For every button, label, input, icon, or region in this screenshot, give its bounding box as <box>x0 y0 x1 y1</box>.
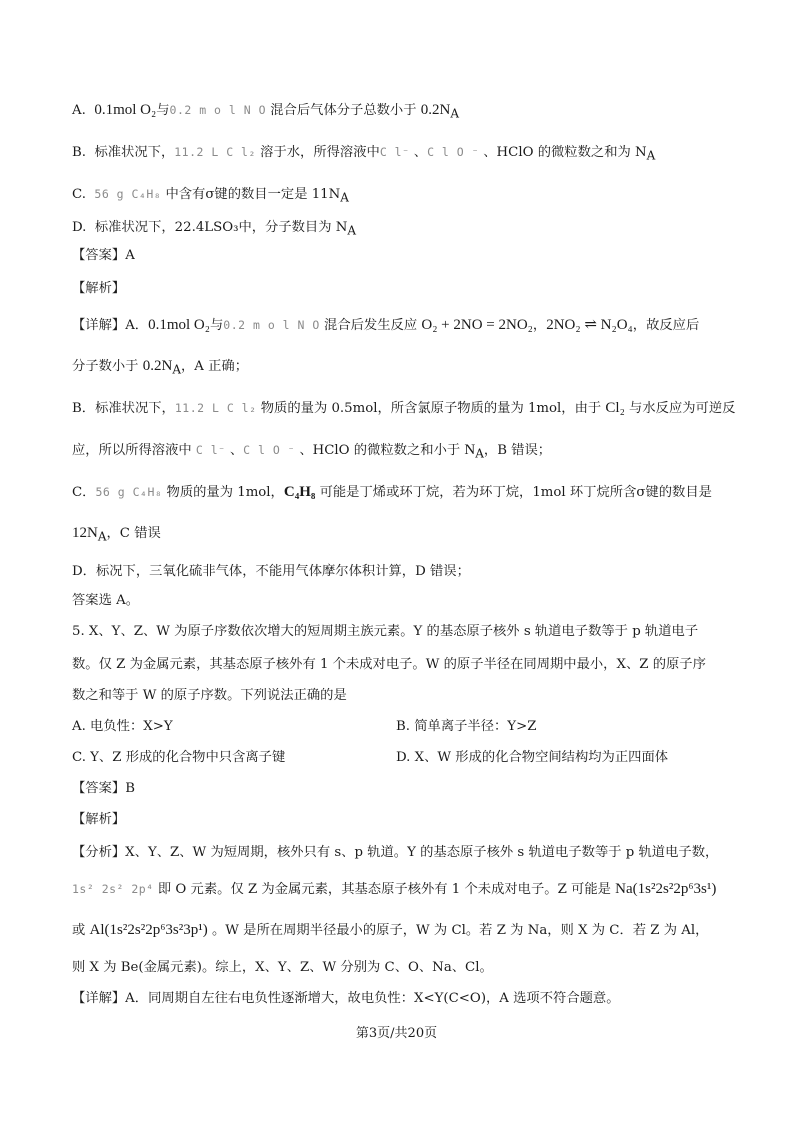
formula: Al(1s²2s²2p⁶3s²3p¹) <box>89 922 208 938</box>
q4-detail-line-7: D．标况下，三氧化硫非气体，不能用气体摩尔体积计算，D 错误； <box>72 564 470 579</box>
q4-option-c <box>72 184 349 208</box>
text: 标准状况下，22.4LSO₃中，分子数目为 N <box>94 220 348 235</box>
text: 中含有σ键的数目一定是 11N <box>161 187 341 202</box>
answer-tag: 【答案】 <box>72 248 126 263</box>
q5-option-d: D. X、W 形成的化合物空间结构均为正四面体 <box>396 750 669 765</box>
q5-analysis-line-2 <box>72 879 716 900</box>
q5-stem-line-2: 数。仅 Z 为金属元素，其基态原子核外有 1 个未成对电子。W 的原子半径在同周期中最小，X、Z 的原子序 <box>72 657 706 672</box>
text: 与 <box>210 318 224 333</box>
q4-detail-line-3 <box>72 398 735 419</box>
formula: 56 g C₄H₈ <box>95 485 163 499</box>
text: 标准状况下， <box>94 145 175 160</box>
q5-analysis-line-5: 【详解】A．同周期自左往右电负性逐渐增大，故电负性：X<Y(C<O)，A 选项不符合题意。 <box>72 991 620 1006</box>
q4-option-a <box>72 100 459 124</box>
text: 混合后气体分子总数小于 <box>266 103 421 118</box>
q4-analysis-tag: 【解析】 <box>72 281 126 296</box>
subscript: A <box>646 148 656 163</box>
q5-analysis-tag: 【解析】 <box>72 812 126 827</box>
formula: 12N <box>72 525 98 541</box>
option-label: A. <box>72 103 86 118</box>
subscript: A <box>340 190 349 205</box>
q5-option-b: B. 简单离子半径：Y>Z <box>396 719 537 734</box>
q5-analysis-line-3 <box>72 920 708 941</box>
answer-tag: 【答案】 <box>72 781 126 796</box>
formula: Cl₂ <box>605 400 625 416</box>
subscript: A <box>97 529 107 544</box>
text: 应，所以所得溶液中 <box>72 443 196 458</box>
q4-option-d <box>72 218 356 241</box>
equation: 2NO₂ ⇌ N₂O₄ <box>546 317 633 333</box>
q5-stem-line-1: 5. X、Y、Z、W 为原子序数依次增大的短周期主族元素。Y 的基态原子核外 s 轨道电子数等于 p 轨道电子 <box>72 624 699 639</box>
formula: C l O ⁻ <box>427 145 480 159</box>
formula: C l O ⁻ <box>243 443 296 457</box>
answer-value: B <box>125 781 135 796</box>
q5-option-a: A. 电负性：X>Y <box>72 719 173 734</box>
page-footer: 第3页/共20页 <box>355 1026 438 1041</box>
option-label: D. <box>72 220 87 235</box>
formula: 56 g C₄H₈ <box>94 187 162 201</box>
q4-detail-line-5 <box>72 482 712 503</box>
formula: C₄H₈ <box>283 484 316 500</box>
text: 溶于水，所得溶液中 <box>255 145 380 160</box>
text: 。W 是所在周期半径最小的原子，W 为 Cl。若 Z 为 Na，则 X 为 C．若 Z 为 Al， <box>207 923 709 938</box>
text: 与 <box>156 103 170 118</box>
subscript: A <box>475 446 484 461</box>
text: ，B 错误； <box>483 443 552 458</box>
q4-detail-line-2 <box>72 356 248 380</box>
q5-analysis-line-1: 【分析】X、Y、Z、W 为短周期，核外只有 s、p 轨道。Y 的基态原子核外 s 轨道电子数等于 p 轨道电子数， <box>72 845 719 860</box>
text: 物质的量为 0.5mol，所含氯原子物质的量为 1mol，由于 <box>256 401 606 416</box>
formula: N <box>464 442 476 458</box>
equation: O₂ + 2NO = 2NO₂ <box>421 317 533 333</box>
formula: 11.2 L C l₂ <box>174 401 257 415</box>
text: ，故反应后 <box>632 318 700 333</box>
q4-detail-line-4 <box>72 440 551 464</box>
text: A． <box>125 318 149 333</box>
text: 可能是丁烯或环丁烷，若为环丁烷，1mol 环丁烷所含σ键的数目是 <box>315 485 712 500</box>
formula: Na(1s²2s²2p⁶3s¹) <box>615 881 717 897</box>
text: ，A 正确； <box>180 359 249 374</box>
q5-analysis-line-4: 则 X 为 Be(金属元素)。综上，X、Y、Z、W 分别为 C、O、Na、Cl。 <box>72 960 493 975</box>
formula: 0.1mol O₂ <box>148 317 210 333</box>
text: 、 <box>409 145 428 160</box>
text: 混合后发生反应 <box>319 318 422 333</box>
formula: 1s² 2s² 2p⁴ <box>72 882 154 896</box>
formula: 0.2 m o l N O <box>169 103 267 117</box>
formula: 0.2N <box>142 358 173 374</box>
option-label: C. <box>72 187 86 202</box>
q5-stem-line-3: 数之和等于 W 的原子序数。下列说法正确的是 <box>72 688 347 703</box>
text: 物质的量为 1mol， <box>162 485 284 500</box>
formula: C l⁻ <box>379 145 410 159</box>
text: ，C 错误 <box>106 526 161 541</box>
formula: 0.1mol O₂ <box>94 102 157 118</box>
q4-detail-line-1 <box>72 315 699 336</box>
q5-answer <box>72 779 135 799</box>
text: 即 O 元素。仅 Z 为金属元素，其基态原子核外有 1 个未成对电子。Z 可能是 <box>153 882 616 897</box>
formula: 11.2 L C l₂ <box>174 145 256 159</box>
q4-detail-line-8: 答案选 A。 <box>72 593 140 608</box>
detail-tag: 【详解】 <box>72 318 126 333</box>
option-label: B. <box>72 145 86 160</box>
text: 、 <box>225 443 244 458</box>
text: C． <box>72 485 96 500</box>
subscript: A <box>347 223 357 238</box>
text: 、HClO 的微粒数之和小于 <box>295 443 465 458</box>
q4-answer <box>72 246 135 266</box>
text: 、HClO 的微粒数之和为 N <box>479 145 647 160</box>
formula: C l⁻ <box>195 443 226 457</box>
formula: 0.2N <box>420 102 451 118</box>
q5-option-c: C. Y、Z 形成的化合物中只含离子键 <box>72 750 286 765</box>
q4-option-b <box>72 142 655 166</box>
text: ， <box>532 318 547 333</box>
text: 或 <box>72 923 90 938</box>
text: 与水反应为可逆反 <box>624 401 736 416</box>
text: 分子数小于 <box>72 359 143 374</box>
formula: 0.2 m o l N O <box>223 318 320 332</box>
q4-detail-line-6 <box>72 523 161 547</box>
answer-value: A <box>125 248 135 263</box>
subscript: A <box>450 106 460 121</box>
subscript: A <box>172 362 181 377</box>
text: B．标准状况下， <box>72 401 175 416</box>
